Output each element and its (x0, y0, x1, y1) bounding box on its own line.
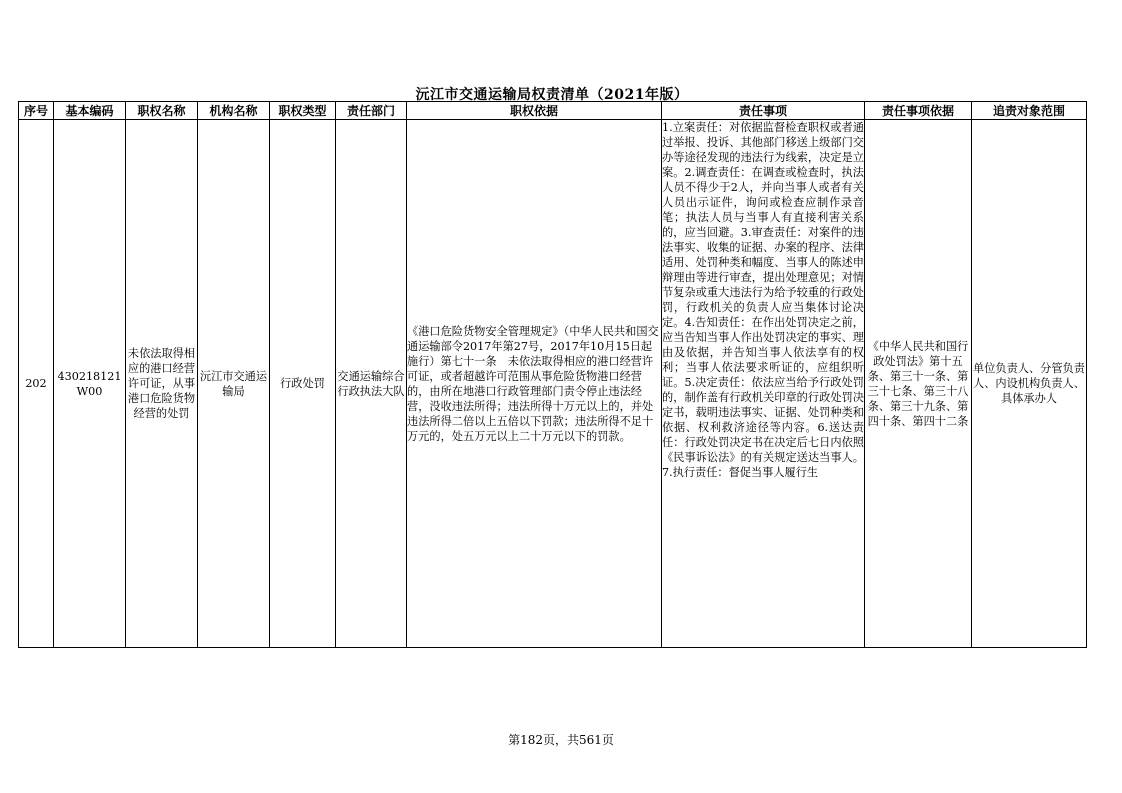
page-title: 沅江市交通运输局权责清单（2021年版） (415, 87, 689, 103)
cell-dept: 交通运输综合行政执法大队 (336, 120, 407, 648)
header-power-type: 职权类型 (270, 102, 336, 120)
cell-responsibilities (662, 120, 865, 648)
header-seq: 序号 (19, 102, 54, 120)
header-power-name: 职权名称 (126, 102, 198, 120)
header-accountable: 追责对象范围 (972, 102, 1087, 120)
cell-accountable: 单位负责人、分管负责人、内设机构负责人、具体承办人 (972, 120, 1087, 648)
cell-seq: 202 (19, 120, 54, 648)
cell-code: 430218121W00 (54, 120, 126, 648)
power-responsibility-table (18, 101, 1087, 648)
header-org-name: 机构名称 (198, 102, 270, 120)
cell-basis: 《港口危险货物安全管理规定》（中华人民共和国交通运输部令2017年第27号，2017年10月15日起施行）第七十一条 未依法取得相应的港口经营许可证，或者超越许可范围从事危险货物港口经营的，由所在地港口行政管理部门责令停止违法经营，没收违法所得；违法所得十万元以上的，并处违法所得二倍以上五倍以下罚款；违法所得不足十万元的，处五万元以上二十万元以下的罚款。 (407, 120, 662, 648)
cell-org-name: 沅江市交通运输局 (198, 120, 270, 648)
header-code: 基本编码 (54, 102, 126, 120)
page-number: 第182页，共561页 (508, 733, 614, 747)
cell-power-name: 未依法取得相应的港口经营许可证，从事港口危险货物经营的处罚 (126, 120, 198, 648)
table-header-row (19, 102, 1087, 120)
header-responsibilities: 责任事项 (662, 102, 865, 120)
table-row (19, 120, 1087, 648)
header-basis: 职权依据 (407, 102, 662, 120)
responsibilities-text: 1.立案责任：对依据监督检查职权或者通过举报、投诉、其他部门移送上级部门交办等途径发现的违法行为线索，决定是立案。2.调查责任：在调查或检查时，执法人员不得少于2人，并向当事人或者有关人员出示证件，询问或检查应制作录音笔；执法人员与当事人有直接利害关系的，应当回避。3.审查责任：对案件的违法事实、收集的证据、办案的程序、法律适用、处罚种类和幅度、当事人的陈述申辩理由等进行审查，提出处理意见；对情节复杂或重大违法行为给予较重的行政处罚，行政机关的负责人应当集体讨论决定。4.告知责任：在作出处罚决定之前，应当告知当事人作出处罚决定的事实、理由及依据，并告知当事人依法享有的权利；当事人依法要求听证的，应组织听证。5.决定责任：依法应当给予行政处罚的，制作盖有行政机关印章的行政处罚决定书，载明违法事实、证据、处罚种类和依据、权利救济途径等内容。6.送达责任：行政处罚决定书在决定后七日内依照《民事诉讼法》的有关规定送达当事人。7.执行责任：督促当事人履行生 (662, 121, 864, 479)
cell-power-type: 行政处罚 (270, 120, 336, 648)
cell-resp-basis: 《中华人民共和国行政处罚法》第十五条、第三十一条、第三十七条、第三十八条、第三十九条、第四十条、第四十二条 (865, 120, 972, 648)
header-resp-basis: 责任事项依据 (865, 102, 972, 120)
header-dept: 责任部门 (336, 102, 407, 120)
